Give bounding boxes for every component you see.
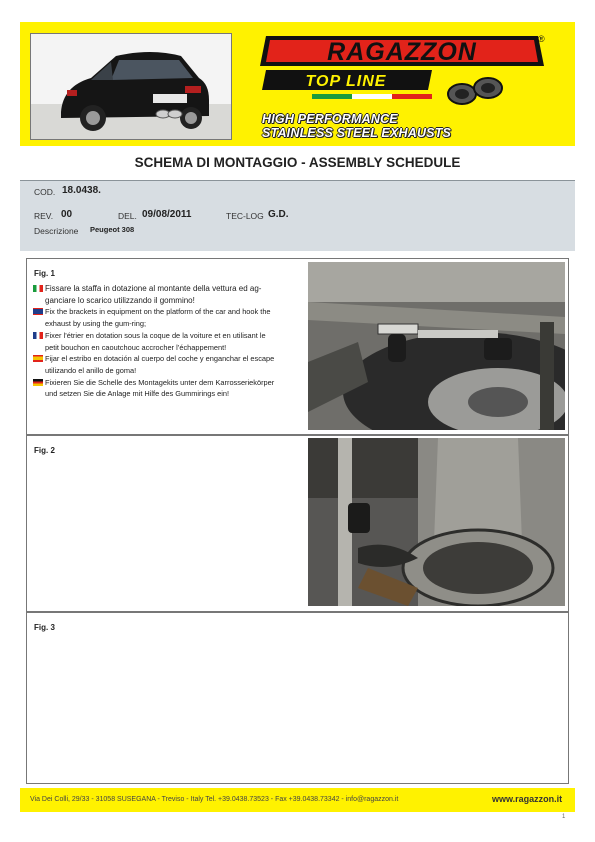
rev-value: 00 <box>61 209 73 220</box>
france-flag-icon <box>33 332 43 339</box>
teclog-value: G.D. <box>268 209 289 220</box>
tagline-line-2: STAINLESS STEEL EXHAUSTS <box>262 126 452 140</box>
instruction-spanish <box>33 353 301 376</box>
ragazzon-logo <box>252 28 552 106</box>
italy-flag-icon <box>33 285 43 292</box>
figure-3-label: Fig. 3 <box>34 623 55 632</box>
teclog-label: TEC-LOG <box>226 211 264 221</box>
instruction-english <box>33 306 301 329</box>
figure-1-label: Fig. 1 <box>34 269 55 278</box>
bracket-underbody-illustration <box>308 262 565 430</box>
instruction-en-line-2: exhaust by using the gum-ring; <box>45 319 147 329</box>
svg-text:TOP LINE: TOP LINE <box>305 73 387 90</box>
page-title: SCHEMA DI MONTAGGIO - ASSEMBLY SCHEDULE <box>134 155 461 170</box>
spain-flag-icon <box>33 355 43 362</box>
instruction-french <box>33 330 301 353</box>
instruction-italian <box>33 283 301 306</box>
page-number: 1 <box>562 814 566 820</box>
cod-label: COD. <box>34 187 56 197</box>
instruction-fr-line-2: petit bouchon en caoutchouc accrocher l’échappement! <box>45 342 227 352</box>
del-label: DEL. <box>118 211 137 221</box>
description-value: Peugeot 308 <box>90 225 135 234</box>
rev-label: REV. <box>34 211 54 221</box>
tailpipe-illustration <box>308 438 565 606</box>
instruction-fr-line-1: Fixer l’étrier en dotation sous la coque de la voiture et en utilisant le <box>45 330 266 340</box>
cod-value: 18.0438. <box>62 185 101 196</box>
instruction-german <box>33 377 301 400</box>
car-illustration <box>31 34 231 139</box>
figure-2-label: Fig. 2 <box>34 446 55 455</box>
registered-mark: ® <box>538 34 545 44</box>
tagline-line-1: HIGH PERFORMANCE <box>262 112 398 126</box>
instruction-en-line-1: Fix the brackets in equipment on the platform of the car and hook the <box>45 307 271 317</box>
instruction-es-line-1: Fijar el estribo en dotación al cuerpo del coche y enganchar el escape <box>45 354 275 364</box>
instruction-de-line-2: und setzen Sie die Anlage mit Hilfe des Gummirings ein! <box>45 389 230 399</box>
info-block <box>20 180 575 251</box>
tagline <box>262 112 522 140</box>
instruction-de-line-1: Fixieren Sie die Schelle des Montagekits unter dem Karrosseriekörper <box>45 377 275 387</box>
figure-1-instructions <box>33 283 301 400</box>
footer-address: Via Dei Colli, 29/33 - 31058 SUSEGANA - Treviso - Italy Tel. +39.0438.73523 - Fax +39.0438.73342 - info@ragazzon.it <box>30 796 399 803</box>
footer-website: www.ragazzon.it <box>492 794 563 804</box>
instruction-es-line-2: utilizando el anillo de goma! <box>45 365 137 375</box>
description-label: Descrizione <box>34 226 79 236</box>
car-photo <box>30 33 232 140</box>
del-value: 09/08/2011 <box>142 209 192 220</box>
figure-1-photo <box>308 262 565 430</box>
uk-flag-icon <box>33 308 43 315</box>
instruction-it-line-1: Fissare la staffa in dotazione al montante della vettura ed ag- <box>45 284 262 293</box>
germany-flag-icon <box>33 379 43 386</box>
instruction-it-line-2: ganciare lo scarico utilizzando il gommino! <box>45 295 195 305</box>
svg-text:RAGAZZON: RAGAZZON <box>327 38 477 66</box>
figure-3-box <box>26 612 569 784</box>
figure-2-photo <box>308 438 565 606</box>
